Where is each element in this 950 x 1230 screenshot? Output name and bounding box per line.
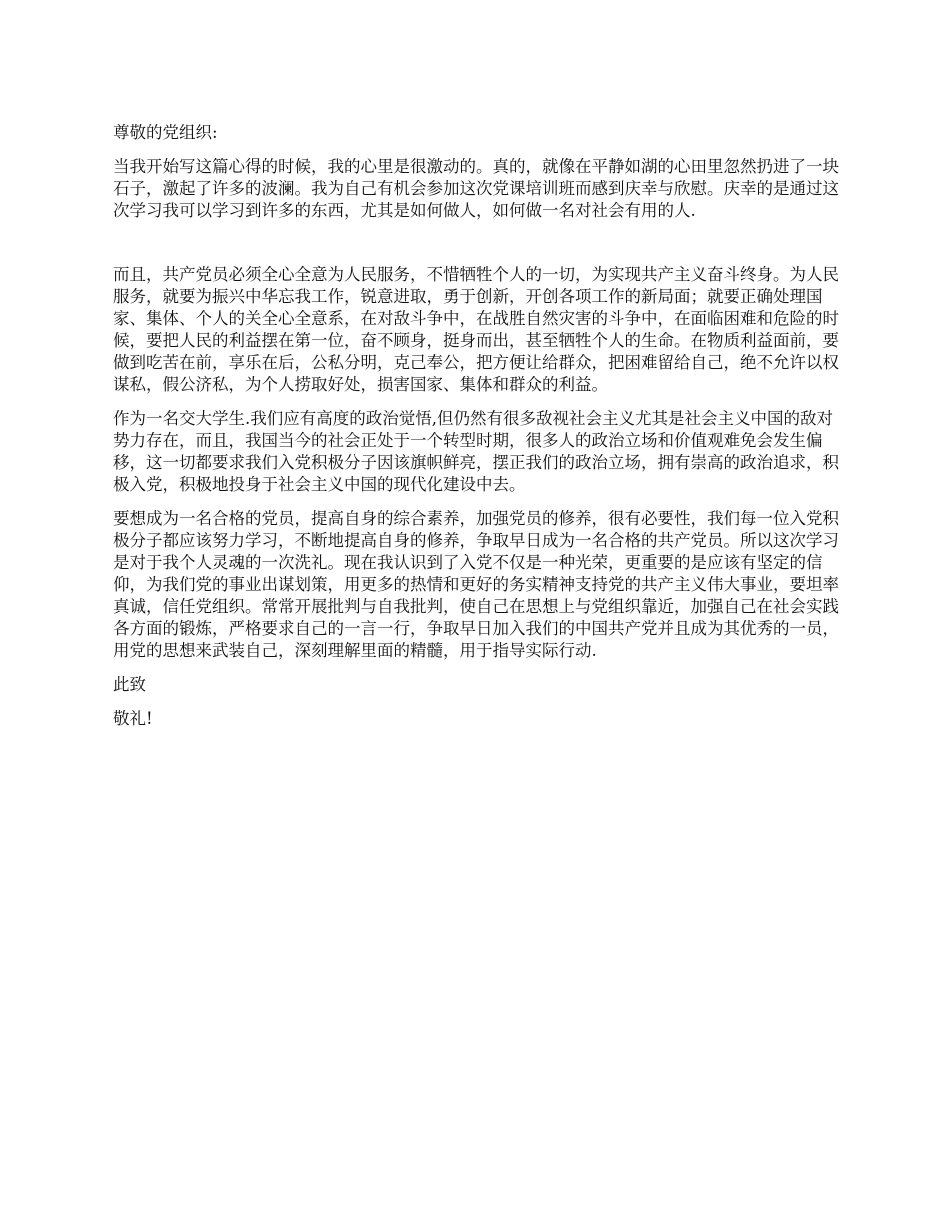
paragraph-4: 要想成为一名合格的党员，提高自身的综合素养，加强党员的修养，很有必要性，我们每一位入党积极分子都应该努力学习，不断地提高自身的修养，争取早日成为一名合格的共产党员。所以这次学习是对于我个人灵魂的一次洗礼。现在我认识到了入党不仅是一种光荣，更重要的是应该有坚定的信仰，为我们党的事业出谋划策，用更多的热情和更好的务实精神支持党的共产主义伟大事业，要坦率真诚，信任党组织。常常开展批判与自我批判，使自己在思想上与党组织靠近，加强自己在社会实践各方面的锻炼，严格要求自己的一言一行，争取早日加入我们的中国共产党并且成为其优秀的一员，用党的思想来武装自己，深刻理解里面的精髓，用于指导实际行动. <box>113 509 839 660</box>
paragraph-1: 当我开始写这篇心得的时候，我的心里是很激动的。真的，就像在平静如湖的心田里忽然扔进了一块石子，激起了许多的波澜。我为自己有机会参加这次党课培训班而感到庆幸与欣慰。庆幸的是通过这次学习我可以学习到许多的东西，尤其是如何做人，如何做一名对社会有用的人. <box>113 157 839 220</box>
blank-gap <box>113 234 843 264</box>
paragraph-2: 而且，共产党员必须全心全意为人民服务，不惜牺牲个人的一切，为实现共产主义奋斗终身。为人民服务，就要为振兴中华忘我工作，锐意进取，勇于创新，开创各项工作的新局面；就要正确处理国家、集体、个人的关全心全意系，在对敌斗争中，在战胜自然灾害的斗争中，在面临困难和危险的时候，要把人民的利益摆在第一位，奋不顾身，挺身而出，甚至牺牲个人的生命。在物质利益面前，要做到吃苦在前，享乐在后，公私分明，克己奉公，把方便让给群众，把困难留给自己，绝不允许以权谋私，假公济私，为个人捞取好处，损害国家、集体和群众的利益。 <box>113 265 839 394</box>
paragraph-3: 作为一名交大学生.我们应有高度的政治觉悟,但仍然有很多敌视社会主义尤其是社会主义中国的敌对势力存在，而且，我国当今的社会正处于一个转型时期，很多人的政治立场和价值观难免会发生偏移，这一切都要求我们入党积极分子因该旗帜鲜亮，摆正我们的政治立场，拥有崇高的政治追求，积极入党，积极地投身于社会主义中国的现代化建设中去。 <box>113 409 839 494</box>
closing-line-2: 敬礼! <box>113 709 153 728</box>
salutation: 尊敬的党组织: <box>113 123 218 142</box>
closing-line-1: 此致 <box>113 675 146 694</box>
letter-body <box>113 122 843 742</box>
